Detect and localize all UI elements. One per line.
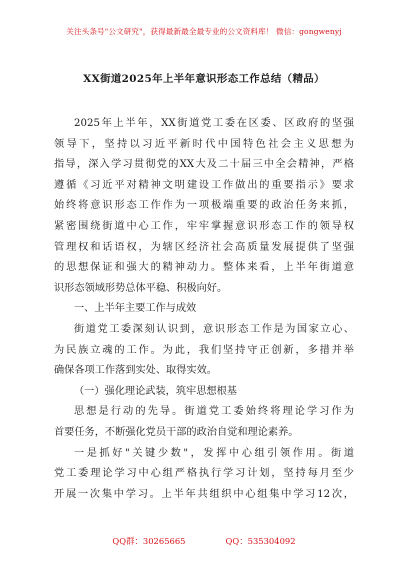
body-line: 领导下，坚持以习近平新时代中国特色社会主义思想为: [54, 138, 354, 150]
body-line: 确保各项工作落到实处、取得实效。: [54, 365, 217, 377]
body-line: 思想是行动的先导。街道党工委始终将理论学习作为: [74, 406, 354, 418]
body-line: 的思想保证和强大的精神动力。整体来看，上半年街道意: [54, 262, 354, 274]
body-line: 为民族立魂的工作。为此，我们坚持守正创新，多措并举: [54, 344, 354, 356]
body-line: 党工委理论学习中心组严格执行学习计划，坚持每月至少: [54, 468, 354, 480]
footer-qq-group: QQ群：30265665: [112, 536, 186, 546]
body-line: 首要任务，不断强化党员干部的政治自觉和理论素养。: [54, 426, 299, 438]
document-title: XX街道2025年上半年意识形态工作总结（精品）: [83, 73, 325, 85]
body-line: 识形态领域形势总体平稳、积极向好。: [54, 282, 228, 294]
body-line: 一是抓好"关键少数"，发挥中心组引领作用。街道: [74, 447, 354, 459]
body-line: 遵循《习近平对精神文明建设工作做出的重要指示》要求: [54, 179, 354, 191]
body-line: 始终将意识形态工作作为一项极端重要的政治任务来抓，: [54, 200, 354, 212]
footer-qq: QQ：535304092: [225, 536, 296, 546]
body-line: 开展一次集中学习。上半年共组织中心组集中学习12次，: [54, 488, 354, 500]
footer-contacts: [0, 535, 408, 547]
body-line: 管理权和话语权，为辖区经济社会高质量发展提供了坚强: [54, 241, 354, 253]
body-line: 2025年上半年，XX街道党工委在区委、区政府的坚强: [74, 118, 354, 129]
body-line: 紧密围绕街道中心工作，牢牢掌握意识形态工作的领导权: [54, 220, 354, 232]
section-heading: 一、上半年主要工作与成效: [74, 303, 197, 315]
document-body: [54, 114, 354, 505]
body-line: 指导，深入学习贯彻党的XX大及二十届三中全会精神，严格: [54, 159, 354, 171]
body-line: 街道党工委深刻认识到，意识形态工作是为国家立心、: [74, 323, 354, 335]
header-note: 关注头条号"公文研究"，获得最新最全最专业的公文资料库！ 微信：gongwenyj: [66, 27, 342, 36]
subsection-heading: （一）强化理论武装，筑牢思想根基: [74, 385, 237, 397]
